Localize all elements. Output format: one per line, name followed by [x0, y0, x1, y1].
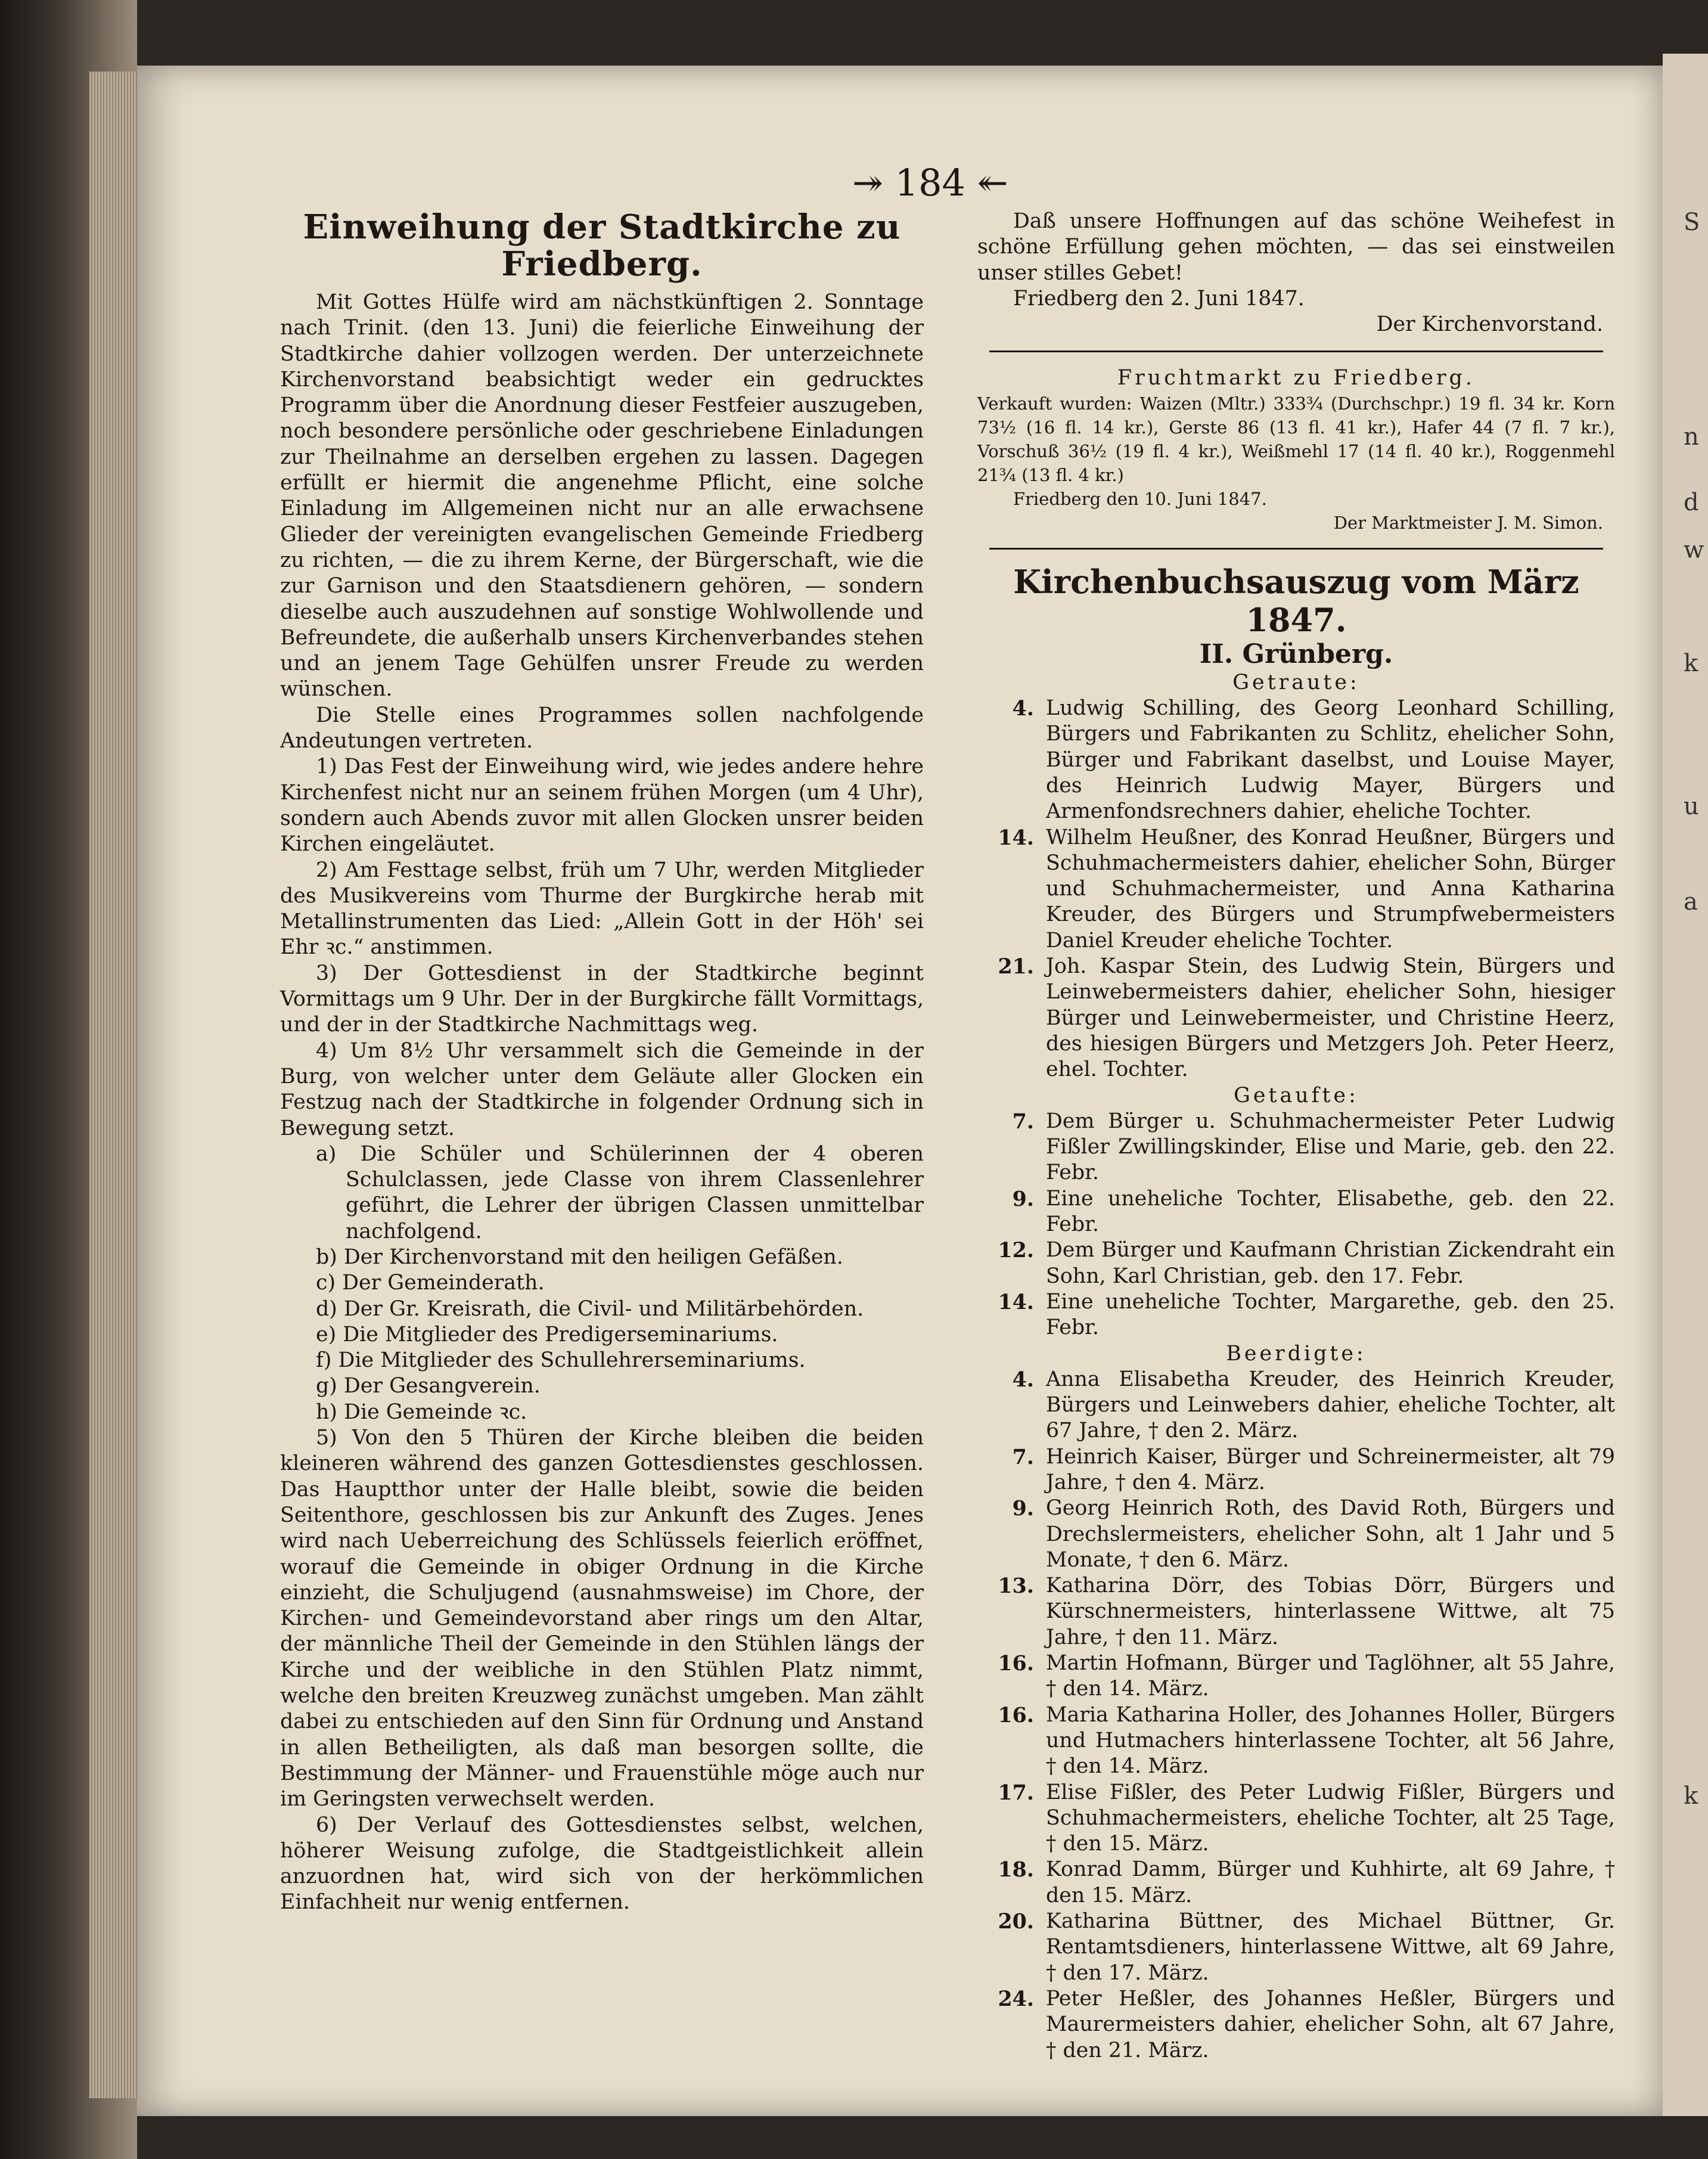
page-stack — [89, 72, 143, 2098]
entry-text: Anna Elisabetha Kreuder, des Heinrich Kreuder, Bürgers und Leinwebers dahier, eheliche Tochter, alt 67 Jahre, † den 2. März. — [1046, 1367, 1615, 1443]
entry-number: 4. — [1012, 696, 1034, 721]
entry-text: Joh. Kaspar Stein, des Ludwig Stein, Bürgers und Leinwebermeisters dahier, ehelicher Sohn, hiesiger Bürger und Leinwebermeister, und Christine Heerz, des hiesigen Bürgers und Metzgers Joh. Peter Heerz, ehel. Tochter. — [1046, 954, 1615, 1082]
market-date: Friedberg den 10. Juni 1847. — [1013, 488, 1267, 509]
list-item — [977, 1651, 1615, 1702]
entry-text: Dem Bürger und Kaufmann Christian Zickendraht ein Sohn, Karl Christian, geb. den 17. Febr. — [1046, 1238, 1615, 1288]
edge-letter: a — [1684, 888, 1698, 916]
list-item — [977, 1986, 1615, 2064]
entry-text: Peter Heßler, des Johannes Heßler, Bürgers und Maurermeisters dahier, ehelicher Sohn, alt 67 Jahre, † den 21. März. — [1046, 1986, 1615, 2062]
list-item: d) Der Gr. Kreisrath, die Civil- und Militärbehörden. — [316, 1296, 864, 1321]
entry-text: Eine uneheliche Tochter, Margarethe, geb. den 25. Febr. — [1046, 1289, 1615, 1340]
edge-letter: k — [1684, 1782, 1698, 1810]
signature: Der Kirchenvorstand. — [1376, 312, 1603, 337]
entry-number: 14. — [998, 825, 1034, 850]
list-item: a) Die Schüler und Schülerinnen der 4 oberen Schulclassen, jede Classe von ihrem Classenlehrer geführt, die Lehrer der übrigen Classen unmittelbar nachfolgend. — [316, 1141, 924, 1243]
edge-letter: k — [1684, 650, 1698, 677]
section-heading: Getraute: — [1232, 670, 1360, 694]
list-item — [977, 1573, 1615, 1651]
register-title: Kirchenbuchsauszug vom März 1847. — [1013, 562, 1579, 639]
list-item — [977, 1909, 1615, 1986]
edge-letter: w — [1684, 536, 1704, 564]
list-item — [977, 954, 1615, 1082]
entry-number: 4. — [1012, 1367, 1034, 1392]
paragraph: Mit Gottes Hülfe wird am nächstkünftigen 2. Sonntage nach Trinit. (den 13. Juni) die feierliche Einweihung der Stadtkirche dahier vollzogen werden. Der unterzeichnete Kirchenvorstand beabsichtigt weder ein gedrucktes Programm über die Anordnung dieser Festfeier auszugeben, noch besondere persönliche oder geschriebene Einladungen zur Theilnahme an derselben ergehen zu lassen. Dagegen erfüllt er hiermit die angenehme Pflicht, eine solche Einladung im Allgemeinen nicht nur an alle erwachsene Glieder der vereinigten evangelischen Gemeinde Friedberg zu richten, — die zu ihrem Kerne, der Bürgerschaft, wie die zur Garnison und den Staatsdienern gehören, — sondern dieselbe auch auszudehnen auf sonstige Wohlwollende und Befreundete, die außerhalb unsers Kirchenverbandes stehen und an jenem Tage Gehülfen unsrer Freude zu werden wünschen. — [280, 290, 924, 702]
register-subtitle: II. Grünberg. — [1199, 638, 1393, 669]
list-item — [977, 696, 1615, 824]
edge-letter: S — [1684, 209, 1700, 236]
market-signature: Der Marktmeister J. M. Simon. — [1333, 512, 1603, 533]
left-column — [280, 209, 924, 1916]
market-title: Fruchtmarkt zu Friedberg. — [1117, 366, 1475, 390]
entry-number: 16. — [998, 1651, 1034, 1676]
entry-number: 14. — [998, 1289, 1034, 1314]
entry-number: 12. — [998, 1238, 1034, 1263]
edge-letter: d — [1684, 489, 1699, 516]
list-item: f) Die Mitglieder des Schullehrerseminariums. — [316, 1348, 806, 1373]
list-item — [977, 1186, 1615, 1238]
list-item: h) Die Gemeinde ꝛc. — [316, 1400, 527, 1424]
edge-letter: n — [1684, 423, 1699, 451]
entry-number: 20. — [998, 1909, 1034, 1934]
entry-number: 24. — [998, 1986, 1034, 2011]
paragraph: Daß unsere Hoffnungen auf das schöne Weihefest in schöne Erfüllung gehen möchten, — das sei einstweilen unser stilles Gebet! — [977, 209, 1615, 285]
adjacent-page-edge — [1663, 54, 1708, 2116]
paragraph: 1) Das Fest der Einweihung wird, wie jedes andere hehre Kirchenfest nicht nur an seinem frühen Morgen (um 4 Uhr), sondern auch Abends zuvor mit allen Glocken unsrer beiden Kirchen eingeläutet. — [280, 755, 924, 857]
article-title: Einweihung der Stadtkirche zu Friedberg. — [303, 207, 901, 284]
list-item: e) Die Mitglieder des Predigerseminariums. — [316, 1322, 778, 1347]
entry-text: Martin Hofmann, Bürger und Taglöhner, alt 55 Jahre, † den 14. März. — [1046, 1651, 1615, 1701]
paragraph: 3) Der Gottesdienst in der Stadtkirche beginnt Vormittags um 9 Uhr. Der in der Burgkirche fällt Vormittags, und der in der Stadtkirche Nachmittags weg. — [280, 961, 924, 1037]
entry-text: Eine uneheliche Tochter, Elisabethe, geb. den 22. Febr. — [1046, 1186, 1615, 1237]
right-column — [977, 209, 1615, 2064]
list-item — [977, 1367, 1615, 1444]
entry-text: Wilhelm Heußner, des Konrad Heußner, Bürgers und Schuhmachermeisters dahier, ehelicher Sohn, Bürger und Schuhmachermeister, und Anna Katharina Kreuder, des Bürgers und Strumpfwebermeisters Daniel Kreuder eheliche Tochter. — [1046, 825, 1615, 953]
entry-number: 16. — [998, 1702, 1034, 1727]
list-item — [977, 1780, 1615, 1857]
entry-text: Katharina Dörr, des Tobias Dörr, Bürgers und Kürschnermeisters, hinterlassene Wittwe, alt 75 Jahre, † den 11. März. — [1046, 1574, 1615, 1649]
list-item — [977, 1444, 1615, 1496]
entry-number: 9. — [1012, 1186, 1034, 1211]
list-item: g) Der Gesangverein. — [316, 1374, 541, 1398]
list-item — [977, 1496, 1615, 1573]
paragraph: Die Stelle eines Programmes sollen nachfolgende Andeutungen vertreten. — [280, 703, 924, 753]
entry-number: 13. — [998, 1574, 1034, 1599]
entry-text: Dem Bürger u. Schuhmachermeister Peter Ludwig Fißler Zwillingskinder, Elise und Marie, geb. den 22. Febr. — [1046, 1109, 1615, 1185]
market-report: Verkauft wurden: Waizen (Mltr.) 333¾ (Durchschpr.) 19 fl. 34 kr. Korn 73½ (16 fl. 14 kr.), Gerste 86 (13 fl. 41 kr.), Hafer 44 (7 fl. 7 kr.), Vorschuß 36½ (19 fl. 4 kr.), Weißmehl 17 (14 fl. 40 kr.), Roggenmehl 21¾ (13 fl. 4 kr.) — [977, 393, 1615, 485]
entry-number: 9. — [1012, 1496, 1034, 1521]
edge-letter: u — [1684, 793, 1699, 820]
entry-number: 7. — [1012, 1109, 1034, 1134]
list-item — [977, 1857, 1615, 1909]
divider — [989, 548, 1603, 550]
list-item — [977, 1237, 1615, 1289]
entry-number: 21. — [998, 954, 1034, 979]
section-heading: Beerdigte: — [1226, 1341, 1367, 1366]
list-item: b) Der Kirchenvorstand mit den heiligen Gefäßen. — [316, 1245, 843, 1269]
paragraph: 2) Am Festtage selbst, früh um 7 Uhr, werden Mitglieder des Musikvereins vom Thurme der Burgkirche herab mit Metallinstrumenten das Lied: „Allein Gott in der Höh' sei Ehr ꝛc.“ anstimmen. — [280, 858, 924, 960]
entry-number: 18. — [998, 1857, 1034, 1882]
paragraph: 5) Von den 5 Thüren der Kirche bleiben die beiden kleineren während des ganzen Gottesdienstes geschlossen. Das Hauptthor unter der Halle bleibt, sowie die beiden Seitenthore, geschlossen bis zur Ankunft des Zuges. Jenes wird nach Ueberreichung des Schlüssels feierlich eröffnet, worauf die Gemeinde in obiger Ordnung in die Kirche einzieht, die Schuljugend (ausnahmsweise) im Chore, der Kirchen- und Gemeindevorstand aber rings um den Altar, der männliche Theil der Gemeinde in den Stühlen längs der Kirche und der weibliche in den Stühlen Platz nimmt, welche den breiten Kreuzweg zunächst umgeben. Man zählt dabei zu entschieden auf den Sinn für Ordnung und Anstand in allen Betheiligten, als daß man besorgen sollte, die Bestimmung der Männer- und Frauenstühle möge auch nur im Geringsten verwechselt werden. — [280, 1426, 924, 1811]
dateline: Friedberg den 2. Juni 1847. — [1013, 286, 1305, 311]
list-item — [977, 825, 1615, 954]
paragraph: 4) Um 8½ Uhr versammelt sich die Gemeinde in der Burg, von welcher unter dem Geläute aller Glocken ein Festzug nach der Stadtkirche in folgender Ordnung sich in Bewegung setzt. — [280, 1038, 924, 1140]
entry-text: Maria Katharina Holler, des Johannes Holler, Bürgers und Hutmachers hinterlassene Tochter, alt 56 Jahre, † den 14. März. — [1046, 1702, 1615, 1779]
entry-text: Konrad Damm, Bürger und Kuhhirte, alt 69 Jahre, † den 15. März. — [1046, 1857, 1615, 1907]
divider — [989, 350, 1603, 352]
entry-text: Georg Heinrich Roth, des David Roth, Bürgers und Drechslermeisters, ehelicher Sohn, alt 1 Jahr und 5 Monate, † den 6. März. — [1046, 1496, 1615, 1572]
entry-number: 7. — [1012, 1444, 1034, 1469]
entry-text: Katharina Büttner, des Michael Büttner, Gr. Rentamtsdieners, hinterlassene Wittwe, alt 69 Jahre, † den 17. März. — [1046, 1909, 1615, 1985]
entry-text: Elise Fißler, des Peter Ludwig Fißler, Bürgers und Schuhmachermeisters, eheliche Tochter, alt 25 Tage, † den 15. März. — [1046, 1780, 1615, 1856]
entry-text: Heinrich Kaiser, Bürger und Schreinermeister, alt 79 Jahre, † den 4. März. — [1046, 1444, 1615, 1494]
list-item — [977, 1109, 1615, 1186]
entry-number: 17. — [998, 1780, 1034, 1805]
page-number: ↠ 184 ↞ — [852, 161, 1008, 204]
entry-text: Ludwig Schilling, des Georg Leonhard Schilling, Bürgers und Fabrikanten zu Schlitz, ehelicher Sohn, Bürger und Fabrikant daselbst, und Louise Mayer, des Heinrich Ludwig Mayer, Bürgers und Armenfondsrechners dahier, eheliche Tochter. — [1046, 696, 1615, 824]
list-item: c) Der Gemeinderath. — [316, 1271, 545, 1295]
paragraph: 6) Der Verlauf des Gottesdienstes selbst, welchen, höherer Weisung zufolge, die Stadtgeistlichkeit allein anzuordnen hat, wird sich von der herkömmlichen Einfachheit nur wenig entfernen. — [280, 1813, 924, 1915]
list-item — [977, 1289, 1615, 1341]
procession-order-list — [280, 1141, 924, 1425]
list-item — [977, 1702, 1615, 1780]
section-heading: Getaufte: — [1234, 1083, 1359, 1108]
